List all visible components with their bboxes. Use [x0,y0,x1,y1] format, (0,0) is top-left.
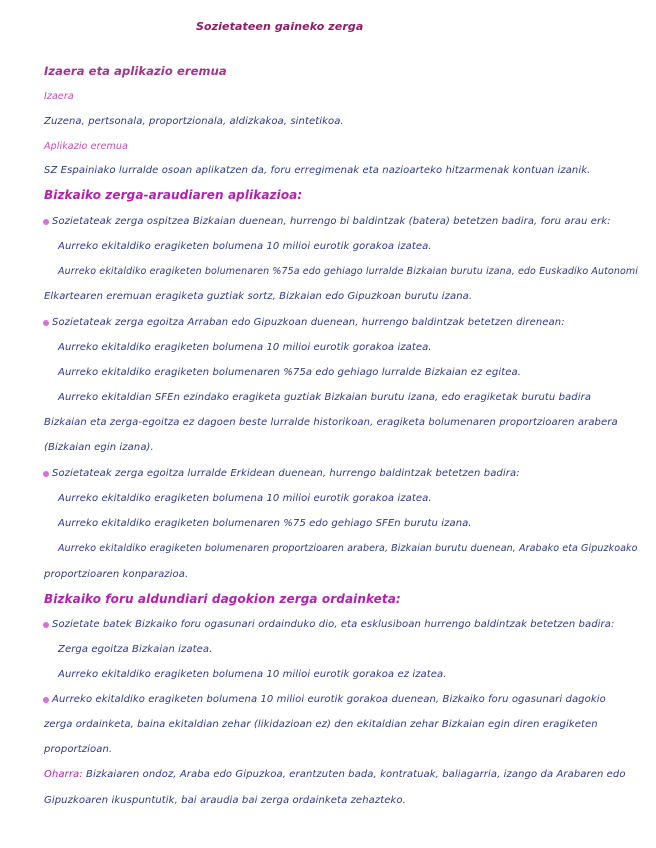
list-line: Aurreko ekitaldiko eragiketen bolumenaren %75 edo gehiago SFEn burutu izana. [58,518,472,529]
bullet-item: Sozietate batek Bizkaiko foru ogasunari ordainduko dio, eta esklusiboan hurrengo baldintzak betetzen badira: [52,619,615,630]
list-line: Aurreko ekitaldiko eragiketen bolumena 10 milioi eurotik gorakoa izatea. [58,493,432,504]
list-line: Aurreko ekitaldian SFEn ezindako eragiketa guztiak Bizkaian burutu izana, edo eragiketak burutu badira [58,392,592,403]
list-line: proportzioan. [44,744,113,755]
document-title: Sozietateen gaineko zerga [196,20,364,33]
subheading-aplikazio-eremua: Aplikazio eremua [44,141,128,152]
list-line: Aurreko ekitaldiko eragiketen bolumena 10 milioi eurotik gorakoa izatea. [58,342,432,353]
list-line: Zerga egoitza Bizkaian izatea. [58,644,213,655]
list-line: proportzioaren konparazioa. [44,569,189,580]
bullet-item: Sozietateak zerga ospitzea Bizkaian duenean, hurrengo bi baldintzak (batera) betetzen badira, foru arau erk: [52,216,611,227]
list-line: Aurreko ekitaldiko eragiketen bolumena 10 milioi eurotik gorakoa ez izatea. [58,669,447,680]
bullet-item: Sozietateak zerga egoitza lurralde Erkidean duenean, hurrengo baldintzak betetzen badira: [52,468,520,479]
section-heading-bizkaiko-araudia: Bizkaiko zerga-araudiaren aplikazioa: [44,188,303,202]
list-line: zerga ordainketa, baina ekitaldian zehar (likidazioan ez) den ekitaldian zehar Bizkaian egin diren eragiketen [44,719,598,730]
subheading-izaera: Izaera [44,91,74,102]
text-izaera: Zuzena, pertsonala, proportzionala, aldizkakoa, sintetikoa. [44,116,344,127]
list-line: Elkartearen eremuan eragiketa guztiak sortz, Bizkaian edo Gipuzkoan burutu izana. [44,291,473,302]
list-line: Aurreko ekitaldiko eragiketen bolumenaren %75a edo gehiago lurralde Bizkaian burutu izana, edo Euskadiko Autonomi [58,266,638,277]
list-line: Bizkaian eta zerga-egoitza ez dagoen beste lurralde historikoan, eragiketa bolumenaren proportzioaren arabera [44,417,618,428]
list-line: Aurreko ekitaldiko eragiketen bolumenaren %75a edo gehiago lurralde Bizkaian ez egitea. [58,367,521,378]
section-heading-izaera: Izaera eta aplikazio eremua [44,64,227,78]
bullet-item: Aurreko ekitaldiko eragiketen bolumena 10 milioi eurotik gorakoa duenean, Bizkaiko foru ogasunari dagokio [52,694,606,705]
list-line: Aurreko ekitaldiko eragiketen bolumenaren proportzioaren arabera, Bizkaian burutu duenean, Arabako eta Gipuzkoako [58,543,638,554]
list-line: Aurreko ekitaldiko eragiketen bolumena 10 milioi eurotik gorakoa izatea. [58,241,432,252]
text-aplikazio-eremua: SZ Espainiako lurralde osoan aplikatzen da, foru erregimenak eta nazioarteko hitzarmenak kontuan izanik. [44,165,591,176]
note-label: Oharra: [44,769,83,780]
note-line [44,768,626,782]
note-text: Bizkaiaren ondoz, Araba edo Gipuzkoa, erantzuten bada, kontratuak, baliagarria, izango da Arabaren edo [86,769,626,780]
note-line-2: Gipuzkoaren ikuspuntutik, bai araudia bai zerga ordainketa zehazteko. [44,795,406,806]
section-heading-zerga-ordainketa: Bizkaiko foru aldundiari dagokion zerga ordainketa: [44,592,401,606]
list-line: (Bizkaian egin izana). [44,442,154,453]
bullet-item: Sozietateak zerga egoitza Arraban edo Gipuzkoan duenean, hurrengo baldintzak betetzen direnean: [52,317,565,328]
